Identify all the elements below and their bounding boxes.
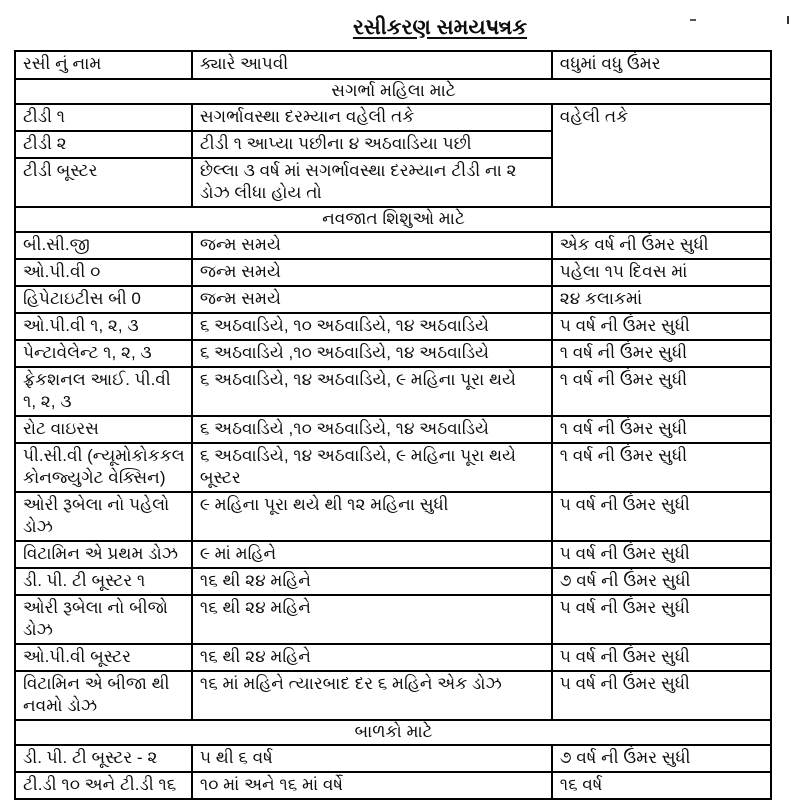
when-given-cell: ૬ અઠવાડિયે ,૧૦ અઠવાડિયે, ૧૪ અઠવાડિયે: [192, 340, 552, 367]
vaccine-name-cell: ટી.ડી ૧૦ અને ટી.ડી ૧૬: [15, 772, 192, 799]
max-age-cell: એક વર્ષ ની ઉંમર સુધી: [552, 232, 771, 259]
section-title: બાળકો માટે: [15, 720, 771, 745]
vaccine-name-cell: ઓરી રૂબેલા નો પહેલો ડોઝ: [15, 492, 192, 541]
vaccine-name-cell: હિપેટાઇટીસ બી 0: [15, 286, 192, 313]
page-title: રસીકરણ સમયપત્રક: [352, 16, 528, 39]
max-age-cell: ૧ વર્ષ ની ઉંમર સુધી: [552, 367, 771, 416]
max-age-cell: ૧ વર્ષ ની ઉંમર સુધી: [552, 340, 771, 367]
table-row: [15, 313, 771, 340]
when-given-cell: ૬ અઠવાડિયે, ૧૪ અઠવાડિયે, ૯ મહિના પૂરા થયે બૂસ્ટર: [192, 443, 552, 492]
vaccine-name-cell: ઓરી રૂબેલા નો બીજો ડોઝ: [15, 595, 192, 644]
when-given-cell: ૬ અઠવાડિયે ,૧૦ અઠવાડિયે, ૧૪ અઠવાડિયે: [192, 416, 552, 443]
section-header-row: [15, 207, 771, 232]
when-given-cell: ટીડી ૧ આપ્યા પછીના ૪ અઠવાડિયા પછી: [192, 131, 552, 158]
max-age-cell: પહેલા ૧૫ દિવસ માં: [552, 259, 771, 286]
section-title: સગર્ભા મહિલા માટે: [15, 79, 771, 104]
when-given-cell: સગર્ભાવસ્થા દરમ્યાન વહેલી તકે: [192, 104, 552, 131]
max-age-cell: ૫ વર્ષ ની ઉંમર સુધી: [552, 595, 771, 644]
when-given-cell: ૬ અઠવાડિયે, ૧૦ અઠવાડિયે, ૧૪ અઠવાડિયે: [192, 313, 552, 340]
table-row: [15, 492, 771, 541]
table-row: [15, 367, 771, 416]
max-age-cell: ૫ વર્ષ ની ઉંમર સુધી: [552, 541, 771, 568]
table-row: [15, 443, 771, 492]
table-row: [15, 644, 771, 671]
table-row: [15, 671, 771, 720]
max-age-cell: ૫ વર્ષ ની ઉંમર સુધી: [552, 644, 771, 671]
when-given-cell: ૯ માં મહિને: [192, 541, 552, 568]
vaccine-name-cell: રોટ વાઇરસ: [15, 416, 192, 443]
vaccine-name-cell: પી.સી.વી (ન્યૂમોકોકકલ કોનજ્યુગેટ વેક્સિન): [15, 443, 192, 492]
vaccine-name-cell: વિટામિન એ બીજા થી નવમો ડોઝ: [15, 671, 192, 720]
vaccine-name-cell: ટીડી બૂસ્ટર: [15, 158, 192, 207]
when-given-cell: ૯ મહિના પૂરા થયે થી ૧૨ મહિના સુધી: [192, 492, 552, 541]
when-given-cell: જન્મ સમયે: [192, 232, 552, 259]
when-given-cell: ૧૦ માં અને ૧૬ માં વર્ષે: [192, 772, 552, 799]
header-cell-when-given: ક્યારે આપવી: [192, 51, 552, 79]
vaccine-name-cell: ઓ.પી.વી ૦: [15, 259, 192, 286]
when-given-cell: છેલ્લા ૩ વર્ષ માં સગર્ભાવસ્થા દરમ્યાન ટીડી ના ૨ ડોઝ લીધા હોય તો: [192, 158, 552, 207]
max-age-cell: ૫ વર્ષ ની ઉંમર સુધી: [552, 313, 771, 340]
table-row: [15, 568, 771, 595]
table-row: [15, 340, 771, 367]
table-row: [15, 286, 771, 313]
vaccine-name-cell: ફ્રેકશનલ આઈ. પી.વી ૧, ૨, ૩: [15, 367, 192, 416]
table-row: [15, 104, 771, 131]
vaccine-name-cell: ટીડી ૧: [15, 104, 192, 131]
when-given-cell: ૧૬ થી ૨૪ મહિને: [192, 644, 552, 671]
when-given-cell: જન્મ સમયે: [192, 286, 552, 313]
when-given-cell: ૧૬ માં મહિને ત્યારબાદ દર ૬ મહિને એક ડોઝ: [192, 671, 552, 720]
max-age-cell: વહેલી તકે: [552, 104, 771, 207]
vaccine-name-cell: બી.સી.જી: [15, 232, 192, 259]
vaccine-name-cell: ડી. પી. ટી બૂસ્ટર - ૨: [15, 745, 192, 772]
max-age-cell: ૨૪ કલાકમાં: [552, 286, 771, 313]
section-header-row: [15, 79, 771, 104]
max-age-cell: ૧ વર્ષ ની ઉંમર સુધી: [552, 443, 771, 492]
header-cell-max-age: વધુમાં વધુ ઉંમર: [552, 51, 771, 79]
max-age-cell: ૭ વર્ષ ની ઉંમર સુધી: [552, 745, 771, 772]
header-cell-vaccine-name: રસી નું નામ: [15, 51, 192, 79]
vaccine-name-cell: ઓ.પી.વી બૂસ્ટર: [15, 644, 192, 671]
max-age-cell: ૧૬ વર્ષ: [552, 772, 771, 799]
table-row: [15, 232, 771, 259]
max-age-cell: ૫ વર્ષ ની ઉંમર સુધી: [552, 671, 771, 720]
when-given-cell: ૧૬ થી ૨૪ મહિને: [192, 568, 552, 595]
vaccine-name-cell: ઓ.પી.વી ૧, ૨, ૩: [15, 313, 192, 340]
when-given-cell: ૬ અઠવાડિયે, ૧૪ અઠવાડિયે, ૯ મહિના પૂરા થયે: [192, 367, 552, 416]
when-given-cell: ૧૬ થી ૨૪ મહિને: [192, 595, 552, 644]
vaccine-name-cell: ડી. પી. ટી બૂસ્ટર ૧: [15, 568, 192, 595]
section-title: નવજાત શિશુઓ માટે: [15, 207, 771, 232]
when-given-cell: જન્મ સમયે: [192, 259, 552, 286]
section-header-row: [15, 720, 771, 745]
max-age-cell: ૭ વર્ષ ની ઉંમર સુધી: [552, 568, 771, 595]
table-row: [15, 416, 771, 443]
max-age-cell: ૫ વર્ષ ની ઉંમર સુધી: [552, 492, 771, 541]
max-age-cell: ૧ વર્ષ ની ઉંમર સુધી: [552, 416, 771, 443]
table-row: [15, 745, 771, 772]
table-row: [15, 595, 771, 644]
vaccine-name-cell: ટીડી ૨: [15, 131, 192, 158]
table-row: [15, 259, 771, 286]
immunization-schedule-table: [14, 50, 772, 800]
table-row: [15, 772, 771, 799]
table-row: [15, 541, 771, 568]
when-given-cell: ૫ થી ૬ વર્ષ: [192, 745, 552, 772]
vaccine-name-cell: વિટામિન એ પ્રથમ ડોઝ: [15, 541, 192, 568]
table-header-row: [15, 51, 771, 79]
vaccine-name-cell: પેન્ટાવેલેન્ટ ૧, ૨, ૩: [15, 340, 192, 367]
